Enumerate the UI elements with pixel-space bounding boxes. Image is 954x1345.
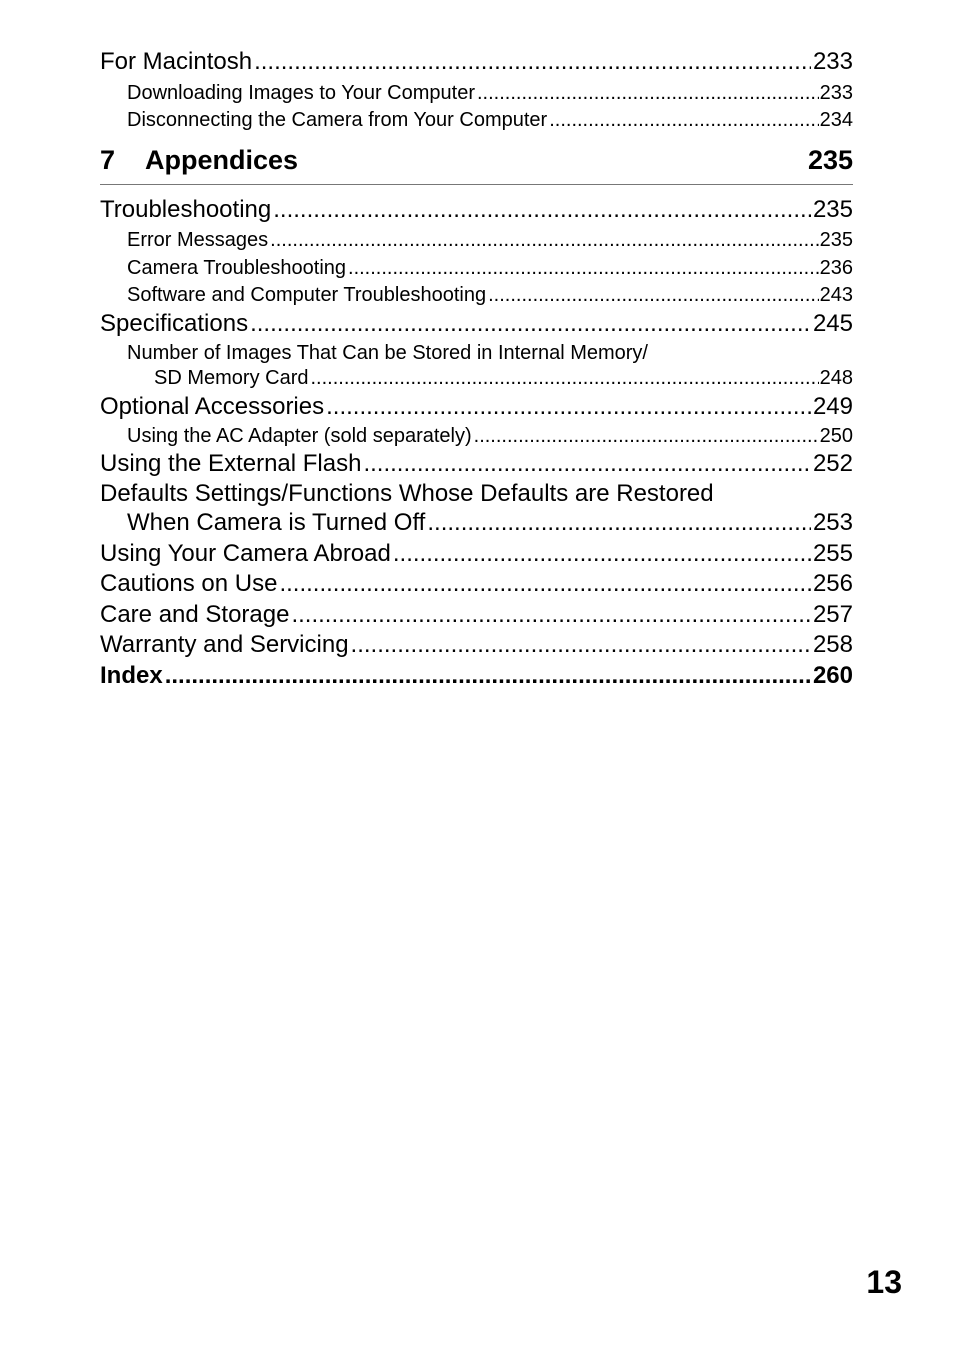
toc-entry-warranty-and-servicing[interactable] xyxy=(100,633,853,657)
dot-leader xyxy=(254,50,811,74)
toc-entry-page: 258 xyxy=(812,631,853,658)
chapter-title: Appendices xyxy=(145,145,299,175)
toc-entry-title: Care and Storage xyxy=(100,601,290,628)
dot-leader xyxy=(310,368,818,388)
toc-entry-title: Warranty and Servicing xyxy=(100,631,349,658)
toc-entry-title: Cautions on Use xyxy=(100,570,278,597)
toc-entry-title: Software and Computer Troubleshooting xyxy=(127,284,487,306)
toc-entry-page: 256 xyxy=(812,570,853,597)
toc-entry-title: Downloading Images to Your Computer xyxy=(127,82,475,104)
toc-entry-title: Using the External Flash xyxy=(100,450,362,477)
toc-entry-page: 234 xyxy=(819,109,853,131)
dot-leader xyxy=(348,258,819,278)
toc-entry-number-of-images-line2[interactable] xyxy=(100,368,853,388)
dot-leader xyxy=(279,572,811,596)
dot-leader xyxy=(273,198,811,222)
toc-entry-page: 233 xyxy=(819,82,853,104)
toc-entry-title: Specifications xyxy=(100,310,249,337)
toc-entry-external-flash[interactable] xyxy=(100,452,853,476)
toc-entry-number-of-images-line1[interactable]: Number of Images That Can be Stored in Internal Memory/ xyxy=(127,342,648,364)
chapter-number: 7 xyxy=(100,145,116,175)
dot-leader xyxy=(363,452,810,476)
toc-entry-camera-abroad[interactable] xyxy=(100,542,853,566)
toc-entry-page: 255 xyxy=(812,540,853,567)
toc-entry-page: 257 xyxy=(812,601,853,628)
toc-entry-title: Using Your Camera Abroad xyxy=(100,540,391,567)
toc-entry-title: Error Messages xyxy=(127,229,269,251)
toc-entry-title: Using the AC Adapter (sold separately) xyxy=(127,425,472,447)
toc-entry-title: Camera Troubleshooting xyxy=(127,257,347,279)
dot-leader xyxy=(250,312,811,336)
dot-leader xyxy=(326,395,811,419)
dot-leader xyxy=(477,83,819,103)
toc-entry-page: 250 xyxy=(819,425,853,447)
dot-leader xyxy=(549,110,818,130)
toc-entry-title: SD Memory Card xyxy=(154,367,309,389)
toc-entry-page: 243 xyxy=(819,284,853,306)
dot-leader xyxy=(291,603,810,627)
toc-entry-page: 253 xyxy=(812,509,853,536)
toc-entry-care-and-storage[interactable] xyxy=(100,603,853,627)
toc-entry-title: When Camera is Turned Off xyxy=(127,509,426,536)
toc-entry-page: 236 xyxy=(819,257,853,279)
dot-leader xyxy=(393,542,811,566)
dot-leader xyxy=(474,426,819,446)
toc-entry-optional-accessories[interactable] xyxy=(100,395,853,419)
toc-entry-ac-adapter[interactable] xyxy=(100,426,853,446)
toc-entry-title: For Macintosh xyxy=(100,48,253,75)
dot-leader xyxy=(165,664,811,688)
dot-leader xyxy=(270,230,818,250)
toc-entry-disconnecting-camera[interactable] xyxy=(100,110,853,130)
toc-entry-title: Optional Accessories xyxy=(100,393,325,420)
dot-leader xyxy=(427,511,811,535)
chapter-divider xyxy=(100,184,853,185)
toc-entry-downloading-images[interactable] xyxy=(100,83,853,103)
toc-entry-page: 252 xyxy=(812,450,853,477)
toc-entry-page: 235 xyxy=(812,196,853,223)
toc-entry-title: Disconnecting the Camera from Your Computer xyxy=(127,109,548,131)
toc-entry-software-troubleshooting[interactable] xyxy=(100,285,853,305)
toc-entry-specifications[interactable] xyxy=(100,312,853,336)
toc-entry-for-macintosh[interactable] xyxy=(100,50,853,74)
toc-entry-page: 248 xyxy=(819,367,853,389)
toc-entry-troubleshooting[interactable] xyxy=(100,198,853,222)
toc-entry-page: 235 xyxy=(819,229,853,251)
toc-entry-page: 233 xyxy=(812,48,853,75)
toc-entry-page: 249 xyxy=(812,393,853,420)
toc-entry-cautions-on-use[interactable] xyxy=(100,572,853,596)
toc-entry-title: Index xyxy=(100,662,163,689)
chapter-page: 235 xyxy=(807,145,853,175)
toc-entry-defaults-settings-line2[interactable] xyxy=(100,511,853,535)
toc-entry-page: 245 xyxy=(812,310,853,337)
toc-entry-index[interactable] xyxy=(100,664,853,688)
toc-entry-camera-troubleshooting[interactable] xyxy=(100,258,853,278)
toc-entry-title: Troubleshooting xyxy=(100,196,272,223)
toc-entry-page: 260 xyxy=(812,662,853,689)
page-number: 13 xyxy=(866,1264,902,1300)
dot-leader xyxy=(351,633,811,657)
chapter-heading[interactable] xyxy=(100,147,853,174)
toc-entry-error-messages[interactable] xyxy=(100,230,853,250)
toc-entry-defaults-settings-line1[interactable]: Defaults Settings/Functions Whose Defaults are Restored xyxy=(100,480,714,507)
dot-leader xyxy=(488,285,819,305)
